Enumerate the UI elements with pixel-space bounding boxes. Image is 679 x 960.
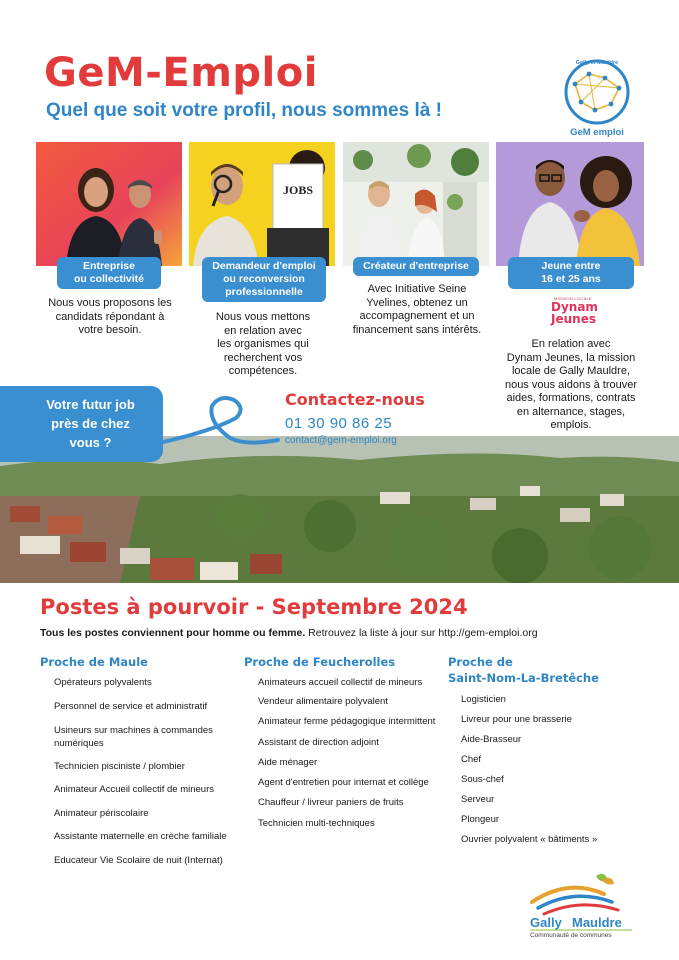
job-item: Chef xyxy=(461,754,482,765)
photo-business-people xyxy=(36,142,182,266)
job-question-bubble: Votre futur job près de chez vous ? xyxy=(0,386,163,462)
job-item: Plongeur xyxy=(461,814,500,825)
card-label-demandeur: Demandeur d'emploi ou reconversion professionnelle xyxy=(202,257,326,302)
gally-name-right: Mauldre xyxy=(572,915,622,930)
gally-tagline: Communauté de communes xyxy=(530,932,612,938)
job-item: Educateur Vie Scolaire de nuit (Internat) xyxy=(54,855,223,866)
card-label-jeune: Jeune entre 16 et 25 ans xyxy=(508,257,634,289)
column-heading-maule: Proche de Maule xyxy=(40,655,148,669)
job-item: Chauffeur / livreur paniers de fruits xyxy=(258,797,404,808)
job-item: Animateur périscolaire xyxy=(54,808,149,819)
job-item: Usineurs sur machines à commandes xyxy=(54,725,213,736)
job-item: Technicien pisciniste / plombier xyxy=(54,761,185,772)
job-item: Serveur xyxy=(461,794,495,805)
photo-entrepreneurs xyxy=(343,142,489,266)
card-text-entreprise: Nous vous proposons les candidats répondant à votre besoin. xyxy=(48,297,172,336)
dynam-jeunes-logo: MISSION LOCALE Dynam Jeunes xyxy=(551,296,598,326)
job-item: Opérateurs polyvalents xyxy=(54,677,152,688)
photo-job-seeker xyxy=(189,142,335,266)
postes-title: Postes à pourvoir - Septembre 2024 xyxy=(40,595,468,619)
gally-mauldre-logo xyxy=(528,872,638,938)
column-heading-saint-nom: Proche de Saint-Nom-La-Bretêche xyxy=(448,655,599,685)
gally-name-left: Gally xyxy=(530,915,562,930)
job-item: Assistante maternelle en crèche familiale xyxy=(54,831,227,842)
card-text-createur: Avec Initiative Seine Yvelines, obtenez un accompagnement et un financement sans intérêts. xyxy=(352,283,482,336)
job-item: Assistant de direction adjoint xyxy=(258,737,379,748)
job-item: Personnel de service et administratif xyxy=(54,701,208,712)
contact-title: Contactez-nous xyxy=(285,390,425,409)
contact-email[interactable]: contact@gem-emploi.org xyxy=(285,435,397,446)
card-text-jeune: En relation avec Dynam Jeunes, la mission locale de Gally Mauldre, nous vous aidons à trouver aides, formations, contrats en alternance, stages, emplois. xyxy=(504,338,638,431)
card-text-demandeur: Nous vous mettons en relation avec les organismes qui recherchent vos compétences. xyxy=(215,311,311,377)
job-item: Animateur Accueil collectif de mineurs xyxy=(54,784,214,795)
photo-young-people xyxy=(496,142,644,266)
contact-phone[interactable]: 01 30 90 86 25 xyxy=(285,415,393,432)
job-item: Technicien multi-techniques xyxy=(258,818,375,829)
job-item: Ouvrier polyvalent « bâtiments » xyxy=(461,834,598,845)
card-label-entreprise: Entreprise ou collectivité xyxy=(57,257,161,289)
gem-emploi-logo xyxy=(561,54,633,140)
job-item: Animateurs accueil collectif de mineurs xyxy=(258,677,423,688)
logo-bottom-text: GeM emploi xyxy=(570,127,624,138)
job-item: Logisticien xyxy=(461,694,506,705)
postes-subtitle: Tous les postes conviennent pour homme ou femme. Retrouvez la liste à jour sur http://gem-emploi.org xyxy=(40,627,538,639)
jobs-sign-text: JOBS xyxy=(282,183,314,197)
job-item: Animateur ferme pédagogique intermittent xyxy=(258,716,436,727)
card-label-createur: Créateur d'entreprise xyxy=(353,257,479,276)
job-item: Livreur pour une brasserie xyxy=(461,714,572,725)
job-item: Agent d'entretien pour internat et collège xyxy=(258,777,429,788)
job-item: Sous-chef xyxy=(461,774,504,785)
job-item: Aide ménager xyxy=(258,757,318,768)
ribbon-arrow-icon xyxy=(150,388,280,448)
logo-top-text: Gally et Mauldre xyxy=(575,60,619,66)
job-item: numériques xyxy=(54,738,104,749)
page-title: GeM-Emploi xyxy=(44,50,318,96)
job-item: Vendeur alimentaire polyvalent xyxy=(258,696,388,707)
job-item: Aide-Brasseur xyxy=(461,734,522,745)
page-subtitle: Quel que soit votre profil, nous sommes là ! xyxy=(46,100,442,121)
column-heading-feucherolles: Proche de Feucherolles xyxy=(244,655,396,669)
